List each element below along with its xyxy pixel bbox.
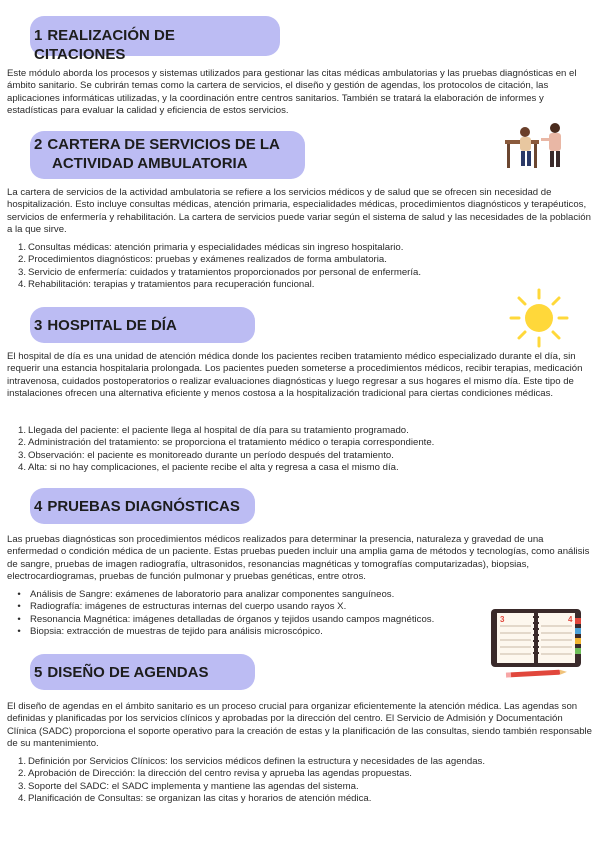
list-item: 1. Definición por Servicios Clínicos: los servicios médicos definen la estructura y necesidades de las agendas. bbox=[17, 756, 485, 767]
agenda-right-page-number: 4 bbox=[568, 615, 573, 624]
list-item: • Radiografía: imágenes de estructuras internas del cuerpo usando rayos X. bbox=[17, 601, 347, 613]
section-number: 2 bbox=[34, 136, 43, 153]
section-4-heading bbox=[30, 488, 255, 524]
section-title: REALIZACIÓN DE CITACIONES bbox=[34, 27, 175, 63]
section-title: PRUEBAS DIAGNÓSTICAS bbox=[47, 498, 240, 515]
section-title-line1: CARTERA DE SERVICIOS DE LA bbox=[47, 136, 280, 153]
list-item: 2. Administración del tratamiento: se proporciona el tratamiento médico o terapia correspondiente. bbox=[17, 437, 435, 449]
agenda-left-page-number: 3 bbox=[500, 615, 505, 624]
list-item: 2. Aprobación de Dirección: la dirección del centro revisa y aprueba las agendas propuestas. bbox=[17, 768, 412, 780]
list-item: 4. Planificación de Consultas: se organizan las citas y horarios de atención médica. bbox=[17, 793, 372, 805]
section-number: 3 bbox=[34, 317, 43, 334]
section-title: HOSPITAL DE DÍA bbox=[47, 317, 177, 334]
list-item: 3. Soporte del SADC: el SADC implementa y mantiene las agendas del sistema. bbox=[17, 780, 359, 792]
section-3-heading bbox=[30, 307, 255, 343]
list-item: 2. Procedimientos diagnósticos: pruebas y exámenes realizados de forma ambulatoria. bbox=[17, 254, 387, 266]
section-number: 4 bbox=[34, 498, 43, 515]
section-4-body: Las pruebas diagnósticas son procedimientos médicos realizados para determinar la presencia, naturaleza y gravedad de una enfermedad o condición médica de un paciente. Estas pruebas pueden incluir una amplia gama de métodos y tecnologías, como análisis de sangre, pruebas de imagen radiografía, ultrasonidos, resonancias magnéticas y tomografías computarizadas), biopsias, electrocardiogramas, pruebas de función pulmonar y pruebas genéticas, entre otros. bbox=[7, 534, 590, 583]
section-number: 1 bbox=[34, 27, 43, 44]
section-5-list bbox=[10, 756, 590, 806]
list-item: 3. Servicio de enfermería: cuidados y tratamientos proporcionados por personal de enfermería. bbox=[17, 266, 422, 278]
section-3-body: El hospital de día es una unidad de atención médica donde los pacientes reciben tratamiento médico especializado durante el día, sin requerir una estancia hospitalaria prolongada. Los pacientes pueden someterse a procedimientos médicos, recibir terapias, medicación intravenosa, cuidados postoperatorios o realizar evaluaciones diagnósticas y luego regresar a sus hogares el mismo día. Este tipo de instalaciones ofrecen una alternativa eficiente y menos costosa a la hospitalización tradicional para ciertas condiciones médicas. bbox=[7, 351, 583, 400]
section-3-list bbox=[10, 425, 590, 475]
section-1-heading bbox=[30, 16, 280, 63]
list-item: • Análisis de Sangre: exámenes de laboratorio para analizar componentes sanguíneos. bbox=[17, 589, 395, 600]
list-item: 4. Rehabilitación: terapias y tratamientos para recuperación funcional. bbox=[17, 279, 315, 291]
list-item: 4. Alta: si no hay complicaciones, el paciente recibe el alta y regresa a casa el mismo día. bbox=[17, 462, 399, 474]
list-item: 1. Llegada del paciente: el paciente llega al hospital de día para su tratamiento programado. bbox=[17, 425, 409, 436]
sun-icon bbox=[508, 287, 570, 349]
section-2-body: La cartera de servicios de la actividad ambulatoria se refiere a los servicios médicos y de salud que se ofrecen sin necesidad de hospitalización. Esto incluye consultas médicas, atención primaria, especialidades médicas, procedimientos diagnósticos y terapéuticos, servicios de enfermería y rehabilitación. La cartera de servicios puede variar según el sistema de salud y las necesidades de la población a la que sirve. bbox=[7, 187, 591, 236]
list-item: 1. Consultas médicas: atención primaria y especialidades médicas sin ingreso hospitalario. bbox=[17, 242, 404, 253]
section-5-heading bbox=[30, 654, 255, 690]
section-2-list bbox=[10, 242, 590, 292]
agenda-icon bbox=[488, 606, 586, 682]
list-item: • Biopsia: extracción de muestras de tejido para análisis microscópico. bbox=[17, 626, 323, 638]
section-title-line2: ACTIVIDAD AMBULATORIA bbox=[52, 155, 248, 172]
list-item: • Resonancia Magnética: imágenes detalladas de órganos y tejidos usando campos magnéticos. bbox=[17, 613, 435, 625]
section-number: 5 bbox=[34, 664, 43, 681]
section-title: DISEÑO DE AGENDAS bbox=[47, 664, 209, 681]
doctor-patient-icon bbox=[503, 120, 573, 170]
section-2-heading bbox=[30, 131, 305, 179]
section-1-body: Este módulo aborda los procesos y sistemas utilizados para gestionar las citas médicas ambulatorias y las pruebas diagnósticas en el ámbito sanitario. Se cubrirán temas como la cartera de servicios, el diseño y gestión de agendas, los protocolos de citación, las aplicaciones informáticas utilizadas, y la coordinación entre centros sanitarios. También se tratará la elaboración de informes y estadísticas para evaluar la calidad y eficiencia de estos servicios. bbox=[7, 68, 577, 117]
list-item: 3. Observación: el paciente es monitoreado durante un período después del tratamiento. bbox=[17, 449, 394, 461]
section-5-body: El diseño de agendas en el ámbito sanitario es un proceso crucial para organizar eficientemente la atención médica. Las agendas son definidas y planificadas por los servicios clínicos y aprobadas por la dirección del centro. El Servicio de Admisión y Documentación Clínica (SADC) proporciona el soporte operativo para la creación de estas y la planificación de las consultas, siendo también responsable de su mantenimiento. bbox=[7, 701, 593, 750]
